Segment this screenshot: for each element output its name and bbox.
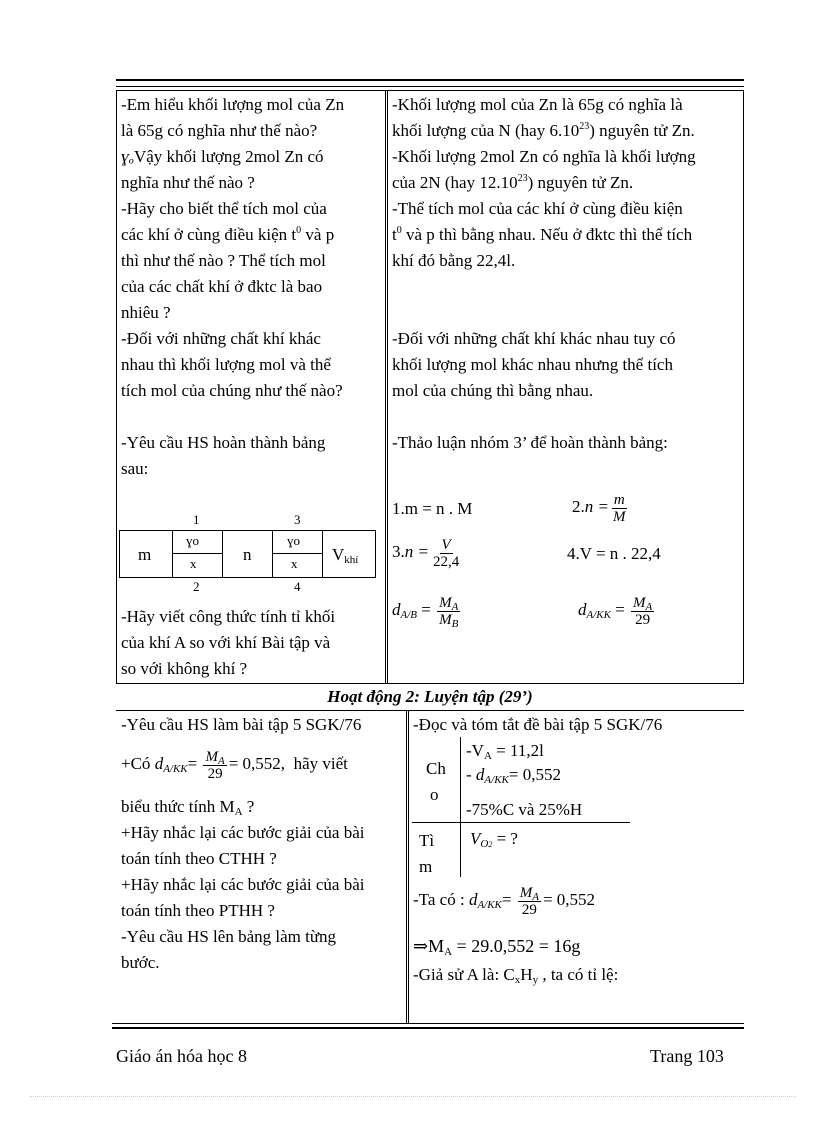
- right-a1b: [392, 118, 695, 144]
- formula-1: 1.m = n . M: [392, 499, 473, 518]
- right-a4c: mol của chúng thì bằng nhau.: [392, 381, 594, 400]
- formula-6-sub: A/KK: [586, 609, 611, 621]
- formula-5-den: M: [439, 611, 452, 628]
- formula-5-d: d: [392, 600, 401, 619]
- r3-end: = 29.0,552 = 16g: [452, 936, 581, 956]
- bottom-left-b2-frac: [203, 749, 226, 782]
- formula-2-den: M: [612, 508, 626, 525]
- left-q2a-text: Vậy khối lượng 2mol Zn có: [133, 147, 324, 166]
- formula-5-num-sub: A: [451, 600, 459, 613]
- given-1-val: = 11,2l: [491, 741, 544, 760]
- bottom-left-b6b: bước.: [121, 953, 160, 972]
- lower-middle-border: [406, 710, 407, 1023]
- bottom-left-b2-den: 29: [207, 765, 223, 782]
- formula-5-sub: A/B: [400, 609, 417, 621]
- r2-pre: -Ta có :: [413, 890, 465, 909]
- bottom-left-b5a: +Hãy nhắc lại các bước giải của bài: [121, 875, 365, 894]
- scheme-v-text: V: [332, 545, 345, 564]
- bottom-rule-thin: [112, 1023, 744, 1024]
- scheme-div-4: [322, 530, 323, 578]
- r4-x: x: [514, 974, 521, 986]
- arrow-icon: ɣₒ: [121, 147, 134, 166]
- bottom-left-b2-sub: A/KK: [163, 763, 188, 775]
- right-a2a: -Khối lượng 2mol Zn có nghĩa là khối lượng: [392, 147, 696, 166]
- bottom-left-b2-val: = 0,552,: [228, 754, 286, 773]
- bottom-left-b3: [121, 794, 254, 820]
- right-a3b-sup: 0: [396, 225, 402, 236]
- bottom-left-b5b: toán tính theo PTHH ?: [121, 901, 275, 920]
- given-3: -75%C và 25%H: [466, 800, 583, 819]
- given-divider: [460, 737, 461, 877]
- formula-6-d: d: [578, 600, 587, 619]
- scheme-m: m: [138, 545, 152, 564]
- upper-right-border: [743, 90, 744, 683]
- formula-4: 4.V = n . 22,4: [567, 544, 661, 563]
- formula-2-lhs: n =: [584, 497, 609, 516]
- bottom-left-b3-end: ?: [242, 797, 255, 816]
- scheme-div-2: [222, 530, 223, 578]
- scheme-mid-1: [172, 553, 222, 554]
- r3-text: ⇒M: [413, 936, 445, 956]
- right-a2b-end: ) nguyên tử Zn.: [527, 173, 634, 192]
- formula-6-num-sub: A: [645, 600, 653, 613]
- given-2-sub: A/KK: [484, 774, 509, 786]
- bottom-left-b2-post: hãy viết: [293, 754, 348, 773]
- lower-middle-border-2: [408, 710, 409, 1023]
- given-1-sub: A: [483, 750, 492, 762]
- bottom-left-b4b: toán tính theo CTHH ?: [121, 849, 277, 868]
- right-a4a: -Đối với những chất khí khác nhau tuy có: [392, 329, 676, 348]
- formula-5-num: M: [439, 594, 452, 611]
- bottom-right-r4: [413, 962, 618, 988]
- bottom-left-b4a: +Hãy nhắc lại các bước giải của bài: [121, 823, 365, 842]
- left-q2a: [121, 144, 324, 170]
- r4-y: y: [532, 974, 539, 986]
- left-q3b-text: các khí ở cùng điều kiện t: [121, 225, 297, 244]
- left-q4a: -Đối với những chất khí khác: [121, 329, 321, 348]
- scheme-div-3: [272, 530, 273, 578]
- left-q3e: nhiêu ?: [121, 303, 171, 322]
- footer-left: Giáo án hóa học 8: [116, 1046, 247, 1066]
- upper-middle-border: [385, 90, 386, 683]
- formula-2-pre: 2.: [572, 497, 585, 516]
- right-a3a: -Thể tích mol của các khí ở cùng điều kiện: [392, 199, 683, 218]
- r4-pre: -Giả sử A là: C: [413, 965, 515, 984]
- left-q5b: sau:: [121, 459, 149, 478]
- r4-h: H: [520, 965, 533, 984]
- left-q4c: tích mol của chúng như thế nào?: [121, 381, 343, 400]
- right-a3b: [392, 222, 692, 248]
- r2-num: M: [519, 884, 533, 901]
- right-a5: -Thảo luận nhóm 3’ để hoàn thành bảng:: [392, 433, 668, 452]
- given-2-pre: -: [466, 765, 472, 784]
- tim-label-1: Tì: [419, 831, 435, 850]
- formula-3-num: V: [441, 536, 451, 553]
- right-a2b: [392, 170, 633, 196]
- footer-page-number: Trang 103: [650, 1046, 724, 1066]
- scheme-right-arrow-icon-1: ɣo: [186, 533, 199, 548]
- scheme-v-sub: khí: [344, 554, 359, 566]
- scheme-n: n: [243, 545, 252, 564]
- left-q3c: thì như thế nào ? Thể tích mol: [121, 251, 326, 270]
- bottom-left-b1: -Yêu cầu HS làm bài tập 5 SGK/76: [121, 715, 362, 734]
- bottom-left-b2: +Có $d_{A/KK}=$ $\frac{M_A}{29}$ = 0,552, hãy viết: [121, 748, 348, 782]
- right-a1b-text: khối lượng của N (hay 6.10: [392, 121, 580, 140]
- bottom-right-r3: [413, 933, 580, 959]
- given-1: [466, 738, 544, 764]
- scheme-num-1: 1: [193, 512, 200, 527]
- r2-frac: [518, 885, 541, 918]
- cho-label-2: o: [430, 785, 439, 804]
- r2-d: d: [468, 890, 478, 909]
- given-2: [466, 762, 561, 788]
- formula-3: [392, 530, 463, 574]
- formula-3-lhs: n =: [404, 542, 429, 561]
- scheme-num-2: 2: [193, 579, 200, 594]
- left-q3d: của các chất khí ở đktc là bao: [121, 277, 323, 296]
- formula-5-den-sub: B: [451, 617, 459, 630]
- top-rule-thick: [116, 79, 744, 81]
- left-q6c: so với không khí ?: [121, 659, 248, 678]
- upper-middle-border-2: [387, 90, 388, 683]
- find-value: [470, 826, 518, 852]
- bottom-left-b2-pre: +Có: [121, 754, 151, 773]
- left-q6a: -Hãy viết công thức tính tỉ khối: [121, 607, 336, 626]
- find-val: = ?: [492, 829, 518, 848]
- scheme-left-arrow-icon-1: x: [190, 556, 197, 571]
- bottom-right-r1: -Đọc và tóm tắt đề bài tập 5 SGK/76: [413, 715, 663, 734]
- left-q1a: -Em hiểu khối lượng mol của Zn: [121, 95, 345, 114]
- cho-label-1: Ch: [426, 759, 446, 778]
- bottom-left-b2-d: d: [154, 754, 164, 773]
- formula-3-pre: 3.: [392, 542, 405, 561]
- top-rule-thin: [116, 86, 744, 87]
- r3-sub: A: [444, 946, 453, 958]
- tim-label-2: m: [419, 857, 433, 876]
- left-q3b-sup: 0: [296, 225, 302, 236]
- find-sub-2: 2: [488, 840, 493, 849]
- r4-end: , ta có tỉ lệ:: [538, 965, 619, 984]
- left-q3b: [121, 222, 334, 248]
- right-a2b-text: của 2N (hay 12.10: [392, 173, 518, 192]
- given-1-text: -V: [466, 741, 484, 760]
- left-q2b: nghĩa như thế nào ?: [121, 173, 255, 192]
- right-a1b-end: ) nguyên tử Zn.: [589, 121, 695, 140]
- formula-2-num: m: [613, 491, 625, 508]
- left-q3b-end: và p: [301, 225, 335, 244]
- left-q1b: là 65g có nghĩa như thế nào?: [121, 121, 318, 140]
- given-2-val: = 0,552: [508, 765, 561, 784]
- formula-5: $d_{A/B}$ = $\frac{M_A}{M_B}$: [392, 594, 459, 630]
- bottom-left-b2-num-sub: A: [217, 754, 225, 767]
- left-q5a: -Yêu cầu HS hoàn thành bảng: [121, 433, 326, 452]
- formula-6: $d_{A/KK}$ = $\frac{M_A}{29}$: [578, 594, 653, 628]
- bottom-left-b3-text: biểu thức tính M: [121, 797, 235, 816]
- scheme-num-4: 4: [294, 579, 301, 594]
- right-a2b-sup: 23: [517, 173, 528, 184]
- formula-5-frac: [437, 595, 460, 628]
- right-a3c: khí đó bằng 22,4l.: [392, 251, 516, 270]
- right-a3b-text: và p thì bằng nhau. Nếu ở đktc thì thể tích: [401, 225, 693, 244]
- scheme-div-1: [172, 530, 173, 578]
- formula-2-frac: [611, 492, 628, 525]
- left-q4b: nhau thì khối lượng mol và thể: [121, 355, 331, 374]
- find-v: V: [470, 829, 481, 848]
- formula-6-num: M: [633, 594, 646, 611]
- find-sub: O: [480, 838, 489, 850]
- left-q6b: của khí A so với khí Bài tập và: [121, 633, 331, 652]
- formula-3-den: 22,4: [432, 553, 460, 570]
- right-a4b: khối lượng mol khác nhau nhưng thể tích: [392, 355, 673, 374]
- r2-num-sub: A: [532, 890, 539, 903]
- scheme-num-3: 3: [294, 512, 301, 527]
- bottom-left-b2-num: M: [205, 748, 218, 765]
- left-q3a: -Hãy cho biết thể tích mol của: [121, 199, 327, 218]
- right-a1a: -Khối lượng mol của Zn là 65g có nghĩa là: [392, 95, 683, 114]
- upper-left-border: [116, 90, 117, 683]
- right-a1b-sup: 23: [579, 121, 590, 132]
- bottom-rule-thick: [112, 1027, 744, 1029]
- scheme-left-arrow-icon-2: x: [291, 556, 298, 571]
- formula-6-den: 29: [635, 611, 651, 628]
- r2-sub: A/KK: [477, 899, 502, 911]
- bottom-left-b6a: -Yêu cầu HS lên bảng làm từng: [121, 927, 337, 946]
- bottom-left-b3-sub: A: [234, 806, 243, 818]
- right-a3b-pre: t: [392, 225, 397, 244]
- given-2-d: d: [475, 765, 485, 784]
- formula-3-frac: [431, 537, 461, 570]
- formula-2: [572, 485, 629, 529]
- bottom-right-r2: -Ta có : $d_{A/KK}=$ $\frac{M_A}{29}$ = 0,552: [413, 884, 596, 918]
- formula-6-frac: [631, 595, 654, 628]
- scheme-v: [332, 542, 358, 568]
- scheme-right-arrow-icon-2: ɣo: [287, 533, 300, 548]
- section-rule-bottom: [116, 710, 744, 711]
- section-title: Hoạt động 2: Luyện tập (29’): [327, 687, 533, 706]
- top-rule-thin-2: [116, 90, 744, 91]
- page-edge-dotted: [30, 1096, 796, 1097]
- r2-den: 29: [521, 901, 537, 918]
- r2-val: = 0,552: [542, 890, 596, 909]
